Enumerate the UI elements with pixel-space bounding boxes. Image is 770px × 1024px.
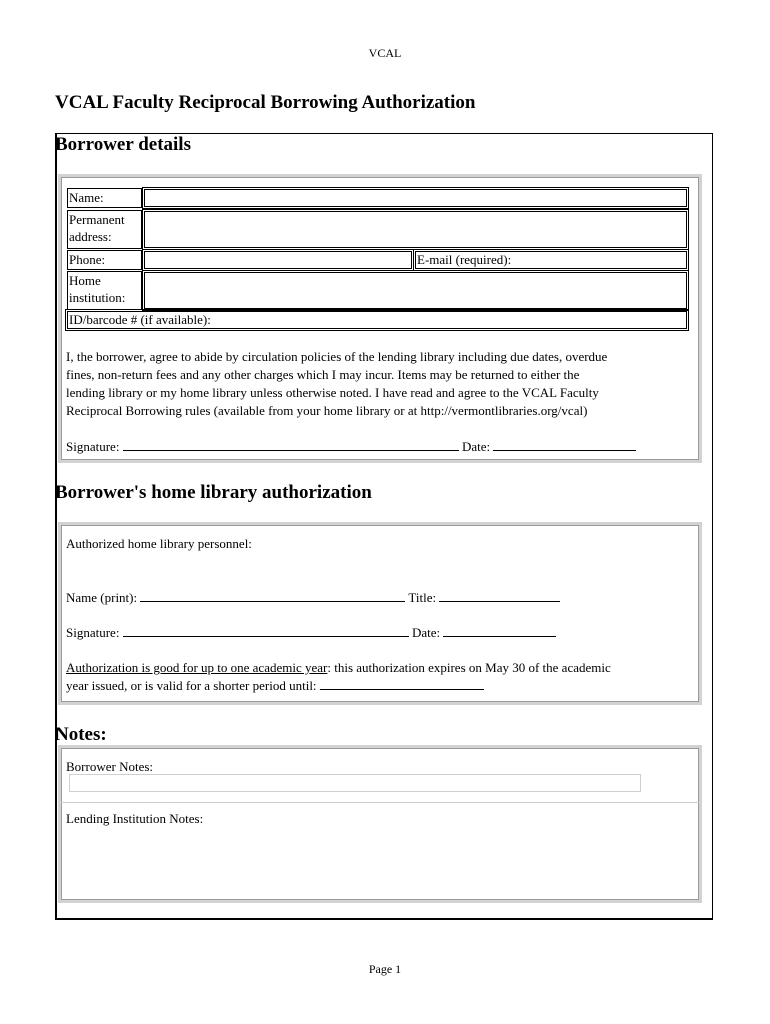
valid-until-line[interactable]	[320, 677, 484, 690]
email-field[interactable]: E-mail (required):	[415, 251, 687, 269]
name-label: Name:	[67, 188, 142, 208]
borrower-signature-row: Signature: Date:	[66, 438, 636, 456]
home-institution-label: Home institution:	[67, 271, 142, 310]
home-institution-field[interactable]	[144, 272, 687, 309]
borrower-date-line[interactable]	[493, 438, 636, 451]
name-print-line[interactable]	[140, 589, 405, 602]
notes-heading: Notes:	[55, 724, 107, 745]
notes-divider	[61, 802, 699, 803]
permanent-address-label: Permanent address:	[67, 210, 142, 249]
home-library-authorization-heading: Borrower's home library authorization	[55, 482, 372, 503]
lending-institution-notes-field[interactable]	[65, 828, 697, 894]
id-barcode-field[interactable]: ID/barcode # (if available):	[67, 311, 687, 329]
authorized-personnel-label: Authorized home library personnel:	[66, 536, 252, 551]
borrower-notes-label: Borrower Notes:	[66, 759, 154, 774]
agreement-text: I, the borrower, agree to abide by circulation policies of the lending library including due dates, overdue fines, non-return fees and any other charges which I may incur. Items may be returned to either the lending library or my home library unless otherwise noted. I have read and agree to the VCAL Faculty Reciprocal Borrowing rules (available from your home library or at http://vermontlibraries.org/vcal)	[66, 349, 608, 418]
phone-field[interactable]	[144, 251, 412, 269]
permanent-address-field[interactable]	[144, 211, 687, 248]
lending-institution-notes-label: Lending Institution Notes:	[66, 811, 204, 826]
document-title: VCAL Faculty Reciprocal Borrowing Authorization	[55, 92, 476, 113]
name-print-row: Name (print): Title:	[66, 589, 560, 607]
title-line[interactable]	[439, 589, 560, 602]
authorizer-signature-row: Signature: Date:	[66, 624, 556, 642]
name-field[interactable]	[144, 189, 687, 207]
notes-panel	[58, 745, 702, 903]
borrower-notes-field[interactable]	[69, 774, 641, 792]
authorizer-signature-line[interactable]	[123, 624, 409, 637]
page-footer: Page 1	[368, 962, 402, 976]
authorizer-date-line[interactable]	[443, 624, 556, 637]
home-library-authorization-panel	[58, 522, 702, 705]
borrower-details-panel	[58, 174, 702, 463]
phone-label: Phone:	[67, 250, 142, 270]
authorization-validity-text: Authorization is good for up to one academic year: this authorization expires on May 30 of the academic year issued, or is valid for a shorter period until:	[66, 660, 611, 693]
page-header: VCAL	[368, 46, 402, 60]
borrower-signature-line[interactable]	[123, 438, 459, 451]
borrower-details-heading: Borrower details	[55, 134, 191, 155]
